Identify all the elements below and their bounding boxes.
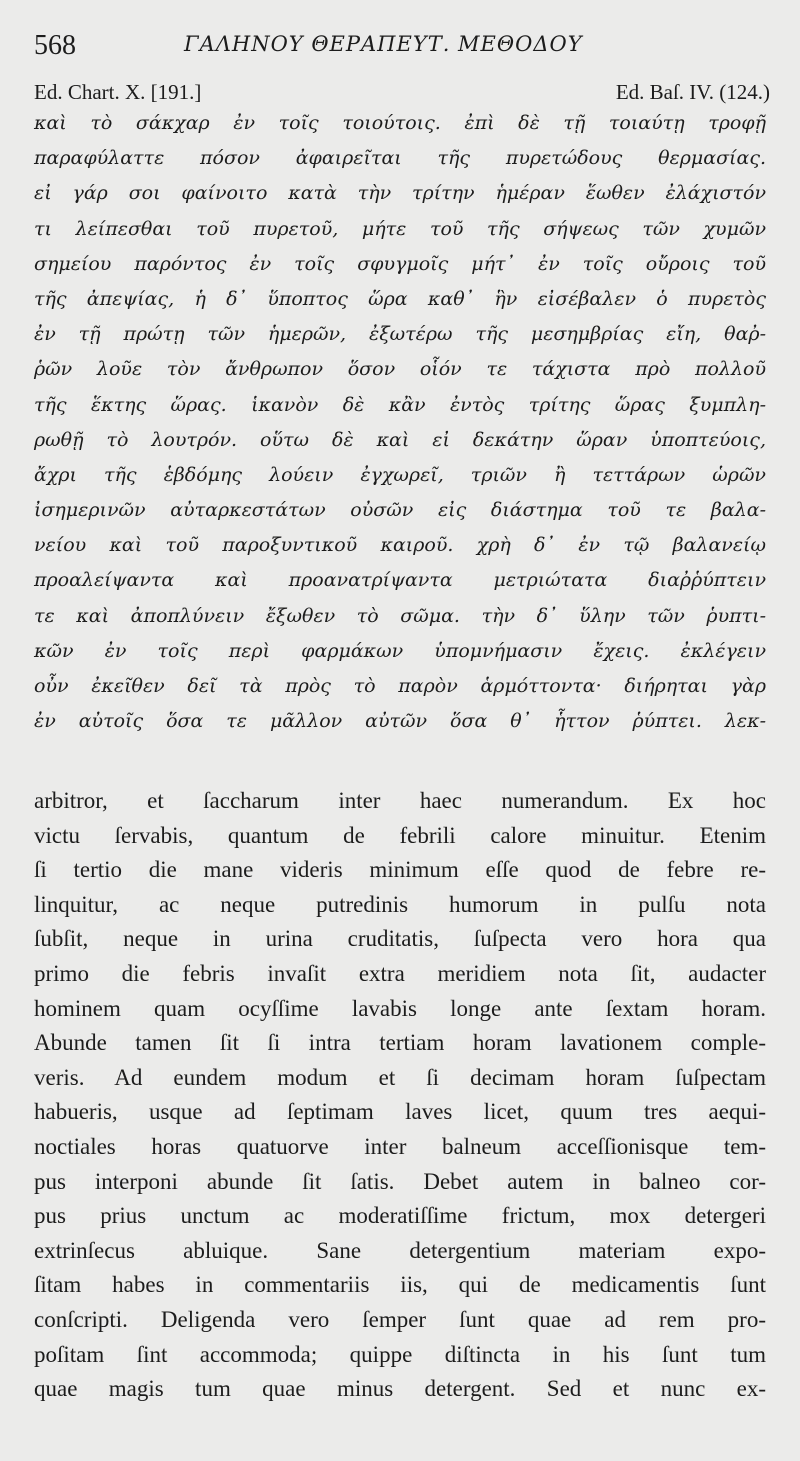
latin-text-line: linquitur, ac neque putredinis humorum in pulſu nota [34,891,766,917]
latin-text-line: conſcripti. Deligenda vero ſemper ſunt quae ad rem pro- [34,1306,766,1332]
greek-text-line: τι λείπεσθαι τοῦ πυρετοῦ, μήτε τοῦ τῆς σήψεως τῶν χυμῶν [34,217,766,240]
latin-text-line: poſitam ſint accommoda; quippe diſtincta in his ſunt tum [34,1341,766,1367]
latin-text-line: quae magis tum quae minus detergent. Sed et nunc ex- [34,1376,766,1402]
latin-text-line: pus interponi abunde ſit ſatis. Debet autem in balneo cor- [34,1168,766,1194]
latin-text-line: habueris, usque ad ſeptimam laves licet, quum tres aequi- [34,1099,766,1125]
greek-text-line: τῆς ἀπεψίας, ἡ δ᾽ ὕποπτος ὥρα καθ᾽ ἣν εἰσέβαλεν ὁ πυρετὸς [34,287,766,310]
latin-text-line: primo die febris invaſit extra meridiem nota ſit, audacter [34,960,766,986]
running-title: ΓΑΛΗΝΟΥ ΘΕΡΑΠΕΥΤ. ΜΕΘΟΔΟΥ [184,32,583,56]
latin-text-line: extrinſecus abluique. Sane detergentium materiam expo- [34,1237,766,1263]
greek-text-line: καὶ τὸ σάκχαρ ἐν τοῖς τοιούτοις. ἐπὶ δὲ τῇ τοιαύτῃ τροφῇ [34,112,766,134]
greek-text-line: ἐν αὐτοῖς ὅσα τε μᾶλλον αὐτῶν ὅσα θ᾽ ἧττον ῥύπτει. λεκ- [34,710,766,733]
greek-text-line: ἄχρι τῆς ἑβδόμης λούειν ἐγχωρεῖ, τριῶν ἢ τεττάρων ὡρῶν [34,463,766,486]
greek-text-line: ἰσημερινῶν αὐταρκεστάτων οὐσῶν εἰς διάστημα τοῦ τε βαλα- [34,499,766,522]
latin-text-line: noctiales horas quatuorve inter balneum acceſſionisque tem- [34,1133,766,1159]
greek-text-line: ρωθῇ τὸ λουτρόν. οὕτω δὲ καὶ εἰ δεκάτην ὥραν ὑποπτεύοις, [34,428,766,451]
latin-text-line: arbitror, et ſaccharum inter haec numerandum. Ex hoc [34,788,766,813]
page-number: 568 [34,30,76,61]
edition-reference-basel: Ed. Baſ. IV. (124.) [615,80,770,104]
greek-text-line: οὖν ἐκεῖθεν δεῖ τὰ πρὸς τὸ παρὸν ἁρμόττοντα· διήρηται γὰρ [34,675,766,697]
greek-text-line: προαλείψαντα καὶ προανατρίψαντα μετριώτατα διαῤῥύπτειν [34,569,766,592]
latin-text-line: hominem quam ocyſſime lavabis longe ante ſextam horam. [34,995,766,1021]
greek-text-line: κῶν ἐν τοῖς περὶ φαρμάκων ὑπομνήμασιν ἔχεις. ἐκλέγειν [34,639,766,662]
latin-text-line: ſitam habes in commentariis iis, qui de medicamentis ſunt [34,1272,766,1298]
latin-text-block [34,784,766,1407]
greek-text-line: τε καὶ ἀποπλύνειν ἔξωθεν τὸ σῶμα. τὴν δ᾽ ὕλην τῶν ῥυπτι- [34,604,766,627]
greek-text-line: σημείου παρόντος ἐν τοῖς σφυγμοῖς μήτ᾽ ἐν τοῖς οὔροις τοῦ [34,252,766,275]
latin-text-line: victu ſervabis, quantum de febrili calore minuitur. Etenim [34,822,766,848]
latin-text-line: pus prius unctum ac moderatiſſime frictum, mox detergeri [34,1203,766,1229]
greek-text-block [34,106,766,739]
greek-text-line: εἰ γάρ σοι φαίνοιτο κατὰ τὴν τρίτην ἡμέραν ἕωθεν ἐλάχιστόν [34,182,766,205]
greek-text-line: παραφύλαττε πόσον ἀφαιρεῖται τῆς πυρετώδους θερμασίας. [34,147,766,170]
page-header [34,30,774,66]
edition-reference-chartier: Ed. Chart. X. [191.] [34,80,202,104]
greek-text-line: τῆς ἕκτης ὥρας. ἱκανὸν δὲ κἂν ἐντὸς τρίτης ὥρας ξυμπλη- [34,393,766,416]
latin-text-line: ſi tertio die mane videris minimum eſſe quod de febre re- [34,857,766,883]
greek-text-line: ῥῶν λοῦε τὸν ἄνθρωπον ὅσον οἷόν τε τάχιστα πρὸ πολλοῦ [34,358,766,381]
greek-text-line: ἐν τῇ πρώτῃ τῶν ἡμερῶν, ἐξωτέρω τῆς μεσημβρίας εἴη, θαῤ- [34,323,766,346]
latin-text-line: Abunde tamen ſit ſi intra tertiam horam lavationem comple- [34,1030,766,1056]
latin-text-line: veris. Ad eundem modum et ſi decimam horam ſuſpectam [34,1064,766,1090]
latin-text-line: ſubſit, neque in urina cruditatis, ſuſpecta vero hora qua [34,926,766,952]
greek-text-line: νείου καὶ τοῦ παροξυντικοῦ καιροῦ. χρὴ δ᾽ ἐν τῷ βαλανείῳ [34,534,766,557]
